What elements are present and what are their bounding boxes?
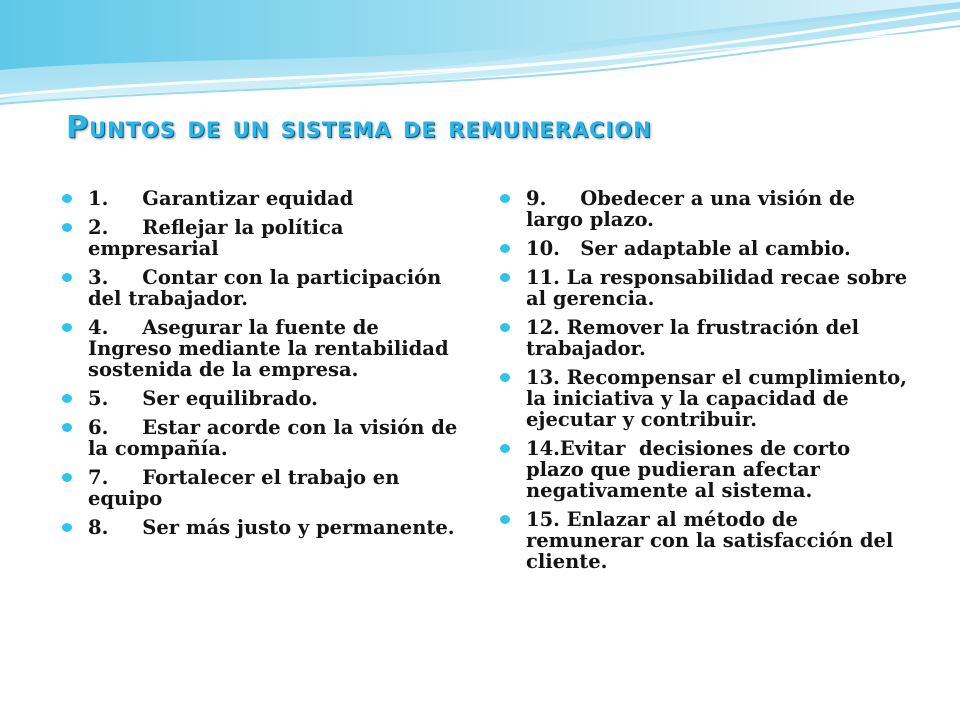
list-item — [62, 317, 462, 380]
list-item-text: 13. Recompensar el cumplimiento, la iniciativa y la capacidad de ejecutar y contribuir. — [526, 366, 914, 431]
bullet-dot-icon — [500, 515, 510, 524]
list-item-text: 2. Reflejar la política empresarial — [88, 216, 351, 260]
list-item-text: 6. Estar acorde con la visión de la compañía. — [88, 416, 465, 460]
list-item-text: 7. Fortalecer el trabajo en equipo — [88, 466, 407, 510]
list-item — [500, 238, 910, 259]
bullet-dot-icon — [500, 373, 510, 382]
list-item-text: 14.Evitar decisiones de corto plazo que pudieran afectar negativamente al sistema. — [526, 437, 857, 502]
bullet-dot-icon — [500, 273, 510, 282]
bullet-dot-icon — [62, 473, 72, 482]
list-item-text: 15. Enlazar al método de remunerar con la satisfacción del cliente. — [526, 508, 901, 573]
list-item — [62, 416, 465, 460]
list-item-text: 10. Ser adaptable al cambio. — [526, 237, 851, 260]
bullet-dot-icon — [62, 273, 72, 282]
bullet-dot-icon — [62, 423, 72, 432]
list-item-text: 8. Ser más justo y permanente. — [88, 516, 455, 539]
bullet-dot-icon — [62, 194, 72, 203]
list-item — [500, 317, 910, 359]
list-item-text: 1. Garantizar equidad — [88, 187, 354, 210]
right-bullet-list — [500, 187, 914, 580]
list-item — [500, 266, 914, 310]
list-item-text: 11. La responsabilidad recae sobre al gerencia. — [526, 266, 914, 310]
list-item-text: 12. Remover la frustración del trabajador. — [526, 316, 866, 360]
slide-title: Puntos de un sistema de remuneracion — [66, 110, 652, 145]
list-item — [500, 509, 910, 572]
bullet-dot-icon — [500, 444, 510, 453]
bullet-dot-icon — [500, 194, 510, 203]
list-item — [500, 438, 910, 501]
bullet-dot-icon — [62, 394, 72, 403]
list-item — [62, 188, 462, 209]
bullet-dot-icon — [62, 323, 72, 332]
bullet-dot-icon — [500, 244, 510, 253]
list-item-text: 3. Contar con la participación del trabajador. — [88, 266, 449, 310]
list-item — [500, 188, 910, 230]
list-item — [62, 267, 462, 309]
list-item — [62, 467, 462, 509]
list-item-text: 5. Ser equilibrado. — [88, 387, 318, 410]
left-bullet-list — [62, 187, 465, 546]
bullet-dot-icon — [500, 323, 510, 332]
list-item-text: 4. Asegurar la fuente de Ingreso mediante la rentabilidad sostenida de la empresa. — [88, 316, 456, 381]
list-item-text: 9. Obedecer a una visión de largo plazo. — [526, 187, 862, 231]
list-item — [62, 517, 462, 538]
list-item — [500, 366, 914, 431]
bullet-dot-icon — [62, 223, 72, 232]
bullet-dot-icon — [62, 523, 72, 532]
list-item — [62, 388, 462, 409]
list-item — [62, 217, 462, 259]
